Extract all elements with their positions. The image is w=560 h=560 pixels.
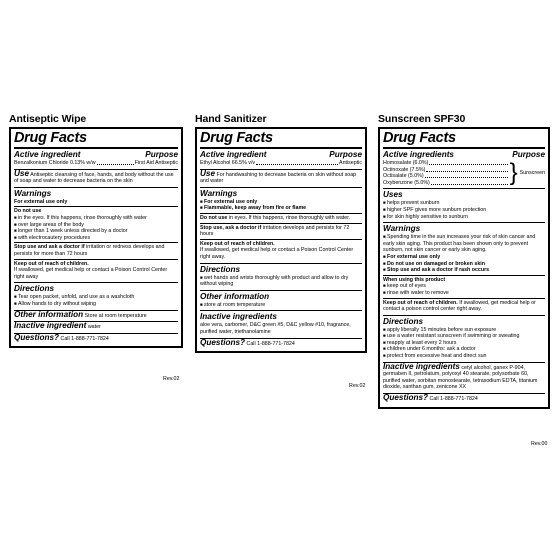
active-ingredient-heading: Active ingredient: [200, 150, 267, 159]
warnings-heading: Warnings: [14, 188, 52, 198]
list-item: ■ over large areas of the body: [14, 222, 178, 229]
column-title: Antiseptic Wipe: [9, 113, 87, 125]
list-item: ■ For external use only: [200, 199, 362, 206]
stop-use-warning: Stop use, ask a doctor if irritation develops and persists for 72 hours: [200, 223, 362, 238]
inactive-ingredient-section: Inactive ingredient water: [14, 322, 178, 334]
active-ingredient-section: [14, 149, 178, 170]
active-ingredient-row: Benzalkonium Chloride 0.13% w/w First Aid Antiseptic: [14, 160, 178, 166]
list-item: ■ with electrocautery procedures: [14, 235, 178, 242]
stop-use-warning: Stop use and ask a doctor if irritation or redness develops and persists for more than 72 hours: [14, 242, 178, 257]
list-item: ■ apply liberally 15 minutes before sun exposure: [383, 327, 545, 334]
other-information-section: Other information Store at room temperature: [14, 311, 178, 323]
use-heading: Use: [14, 168, 30, 178]
revision-label: Rev.02: [349, 383, 366, 389]
active-ingredient-row: Ethyl Alcohol 66.5% v/v Antiseptic: [200, 160, 362, 166]
list-item: ■ children under 6 months: ask a doctor: [383, 346, 545, 353]
drug-facts-title: Drug Facts: [200, 129, 362, 149]
uses-heading: Uses: [383, 190, 403, 200]
uses-section: [383, 189, 545, 223]
list-item: ■ for skin highly sensitive to sunburn: [383, 214, 545, 221]
phone-number: Call 1-888-771-7824: [60, 335, 109, 342]
questions-heading: Questions?: [14, 332, 60, 342]
drug-facts-panel: [195, 127, 367, 353]
directions-section: [200, 264, 362, 291]
active-ingredients-section: [383, 149, 545, 189]
purpose-heading: Purpose: [512, 150, 545, 159]
warnings-section: [200, 188, 362, 264]
questions-section: [14, 334, 178, 345]
warnings-section: [14, 188, 178, 284]
brace-glyph: }: [509, 159, 518, 187]
active-ingredient-row: Homosalate (6.0%): [383, 160, 509, 167]
list-item: ■ reapply at least every 2 hours: [383, 340, 545, 347]
list-item: ■ wet hands and wrists thoroughly with product and allow to dry without wiping: [200, 275, 362, 288]
phone-number: Call 1-888-771-7824: [246, 340, 295, 347]
keep-out-text: If swallowed, get medical help or contact a Poison Control Center right away.: [200, 247, 354, 260]
when-using-heading: When using this product: [383, 276, 446, 283]
list-item: ■ longer than 1 week unless directed by a doctor: [14, 228, 178, 235]
inactive-ingredients-section: [200, 311, 362, 338]
list-item: ■ keep out of eyes: [383, 283, 545, 290]
use-section: [14, 170, 178, 188]
inactive-ingredients-heading: Inactive ingredients: [200, 312, 277, 322]
use-section: [200, 170, 362, 188]
list-item: ■ rinse with water to remove: [383, 290, 545, 297]
use-text: For handwashing to decrease bacteria on skin without soap and water: [200, 171, 357, 185]
purpose-heading: Purpose: [145, 150, 178, 159]
active-ingredients-heading: Active ingredients: [383, 150, 454, 159]
inactive-ingredients-text: aloe vera, carbomer, D&C green #5, D&C yellow #10, fragrance, purified water, triethanolamine: [200, 322, 351, 335]
list-item: ■ in the eyes. If this happens, rinse thoroughly with water: [14, 215, 178, 222]
list-item: ■ store at room temperature: [200, 302, 362, 309]
warnings-section: [383, 223, 545, 316]
inactive-ingredients-heading: Inactive ingredients: [383, 361, 460, 371]
questions-section: [383, 394, 545, 405]
column-title: Sunscreen SPF30: [378, 113, 466, 125]
active-ingredient-row: Octinoxate (7.5%): [383, 167, 509, 174]
list-item: ■ Tear open packet, unfold, and use as a washcloth: [14, 294, 178, 301]
active-ingredient-heading: Active ingredient: [14, 150, 81, 159]
drug-facts-panel: [9, 127, 183, 348]
antiseptic-wipe-column: [9, 113, 183, 348]
directions-section: [383, 316, 545, 363]
directions-section: [14, 283, 178, 310]
use-heading: Use: [200, 168, 216, 178]
revision-label: Rev.00: [531, 441, 548, 447]
use-text: Antiseptic cleansing of face, hands, and body without the use of soap and water to decrease bacteria on the skin: [14, 171, 174, 185]
hand-sanitizer-column: [195, 113, 367, 353]
sunscreen-column: [378, 113, 550, 409]
purpose-heading: Purpose: [329, 150, 362, 159]
keep-out-warning: Keep out of reach of children. If swallowed, get medical help or contact a poison control center right away.: [383, 298, 545, 313]
drug-facts-panel: [378, 127, 550, 409]
list-item: ■ Stop use and ask a doctor if rash occurs: [383, 267, 545, 274]
questions-section: [200, 339, 362, 350]
active-ingredient-row: Oxybenzone (5.0%): [383, 180, 509, 187]
do-not-use-heading: Do not use: [14, 208, 42, 215]
list-item: ■ Do not use on damaged or broken skin: [383, 261, 545, 268]
questions-heading: Questions?: [383, 393, 429, 403]
keep-out-heading: Keep out of reach of children.: [14, 260, 89, 267]
warnings-heading: Warnings: [383, 224, 421, 234]
list-item: ■ helps prevent sunburn: [383, 200, 545, 207]
other-information-section: [200, 291, 362, 312]
column-title: Hand Sanitizer: [195, 113, 267, 125]
keep-out-text: If swallowed, get medical help or contact a Poison Control Center right away: [14, 267, 168, 280]
revision-label: Rev.02: [163, 376, 180, 382]
do-not-use-warning: Do not use in eyes. If this happens, rinse thoroughly with water.: [200, 213, 362, 222]
list-item: ■ protect from excessive heat and direct sun: [383, 353, 545, 360]
keep-out-heading: Keep out of reach of children.: [200, 240, 275, 247]
external-use-warning: For external use only: [14, 198, 68, 205]
warnings-heading: Warnings: [200, 188, 238, 198]
questions-heading: Questions?: [200, 337, 246, 347]
directions-heading: Directions: [383, 316, 424, 326]
directions-heading: Directions: [14, 284, 55, 294]
skin-cancer-warning: ■ Spending time in the sun increases your risk of skin cancer and early skin aging. This product has been shown only to prevent sunburn, not skin cancer or early skin aging.: [383, 234, 545, 254]
other-information-heading: Other information: [14, 309, 84, 319]
inactive-ingredient-heading: Inactive ingredient: [14, 321, 87, 331]
list-item: ■ Flammable, keep away from fire or flame: [200, 205, 362, 212]
active-purpose: Sunscreen: [519, 169, 545, 176]
directions-heading: Directions: [200, 264, 241, 274]
drug-facts-title: Drug Facts: [14, 129, 178, 149]
phone-number: Call 1-888-771-7824: [429, 396, 478, 403]
list-item: ■ For external use only: [383, 254, 545, 261]
active-ingredient-row: Octisalate (5.0%): [383, 173, 509, 180]
drug-facts-title: Drug Facts: [383, 129, 545, 149]
list-item: ■ Allow hands to dry without wiping: [14, 301, 178, 308]
list-item: ■ use a water resistant sunscreen if swimming or sweating: [383, 333, 545, 340]
other-information-heading: Other information: [200, 291, 270, 301]
inactive-ingredients-section: Inactive ingredients cetyl alcohol, ganex P-904, germaben II, petrolatum, polyoxyl 40 stearate, polysorbate 60, purified water, sorbitan monostearate, tetrasodium EDTA, titanium dioxide, xanthan gum, zenicone XX: [383, 363, 545, 394]
list-item: ■ higher SPF gives more sunburn protection: [383, 207, 545, 214]
active-ingredient-section: [200, 149, 362, 170]
